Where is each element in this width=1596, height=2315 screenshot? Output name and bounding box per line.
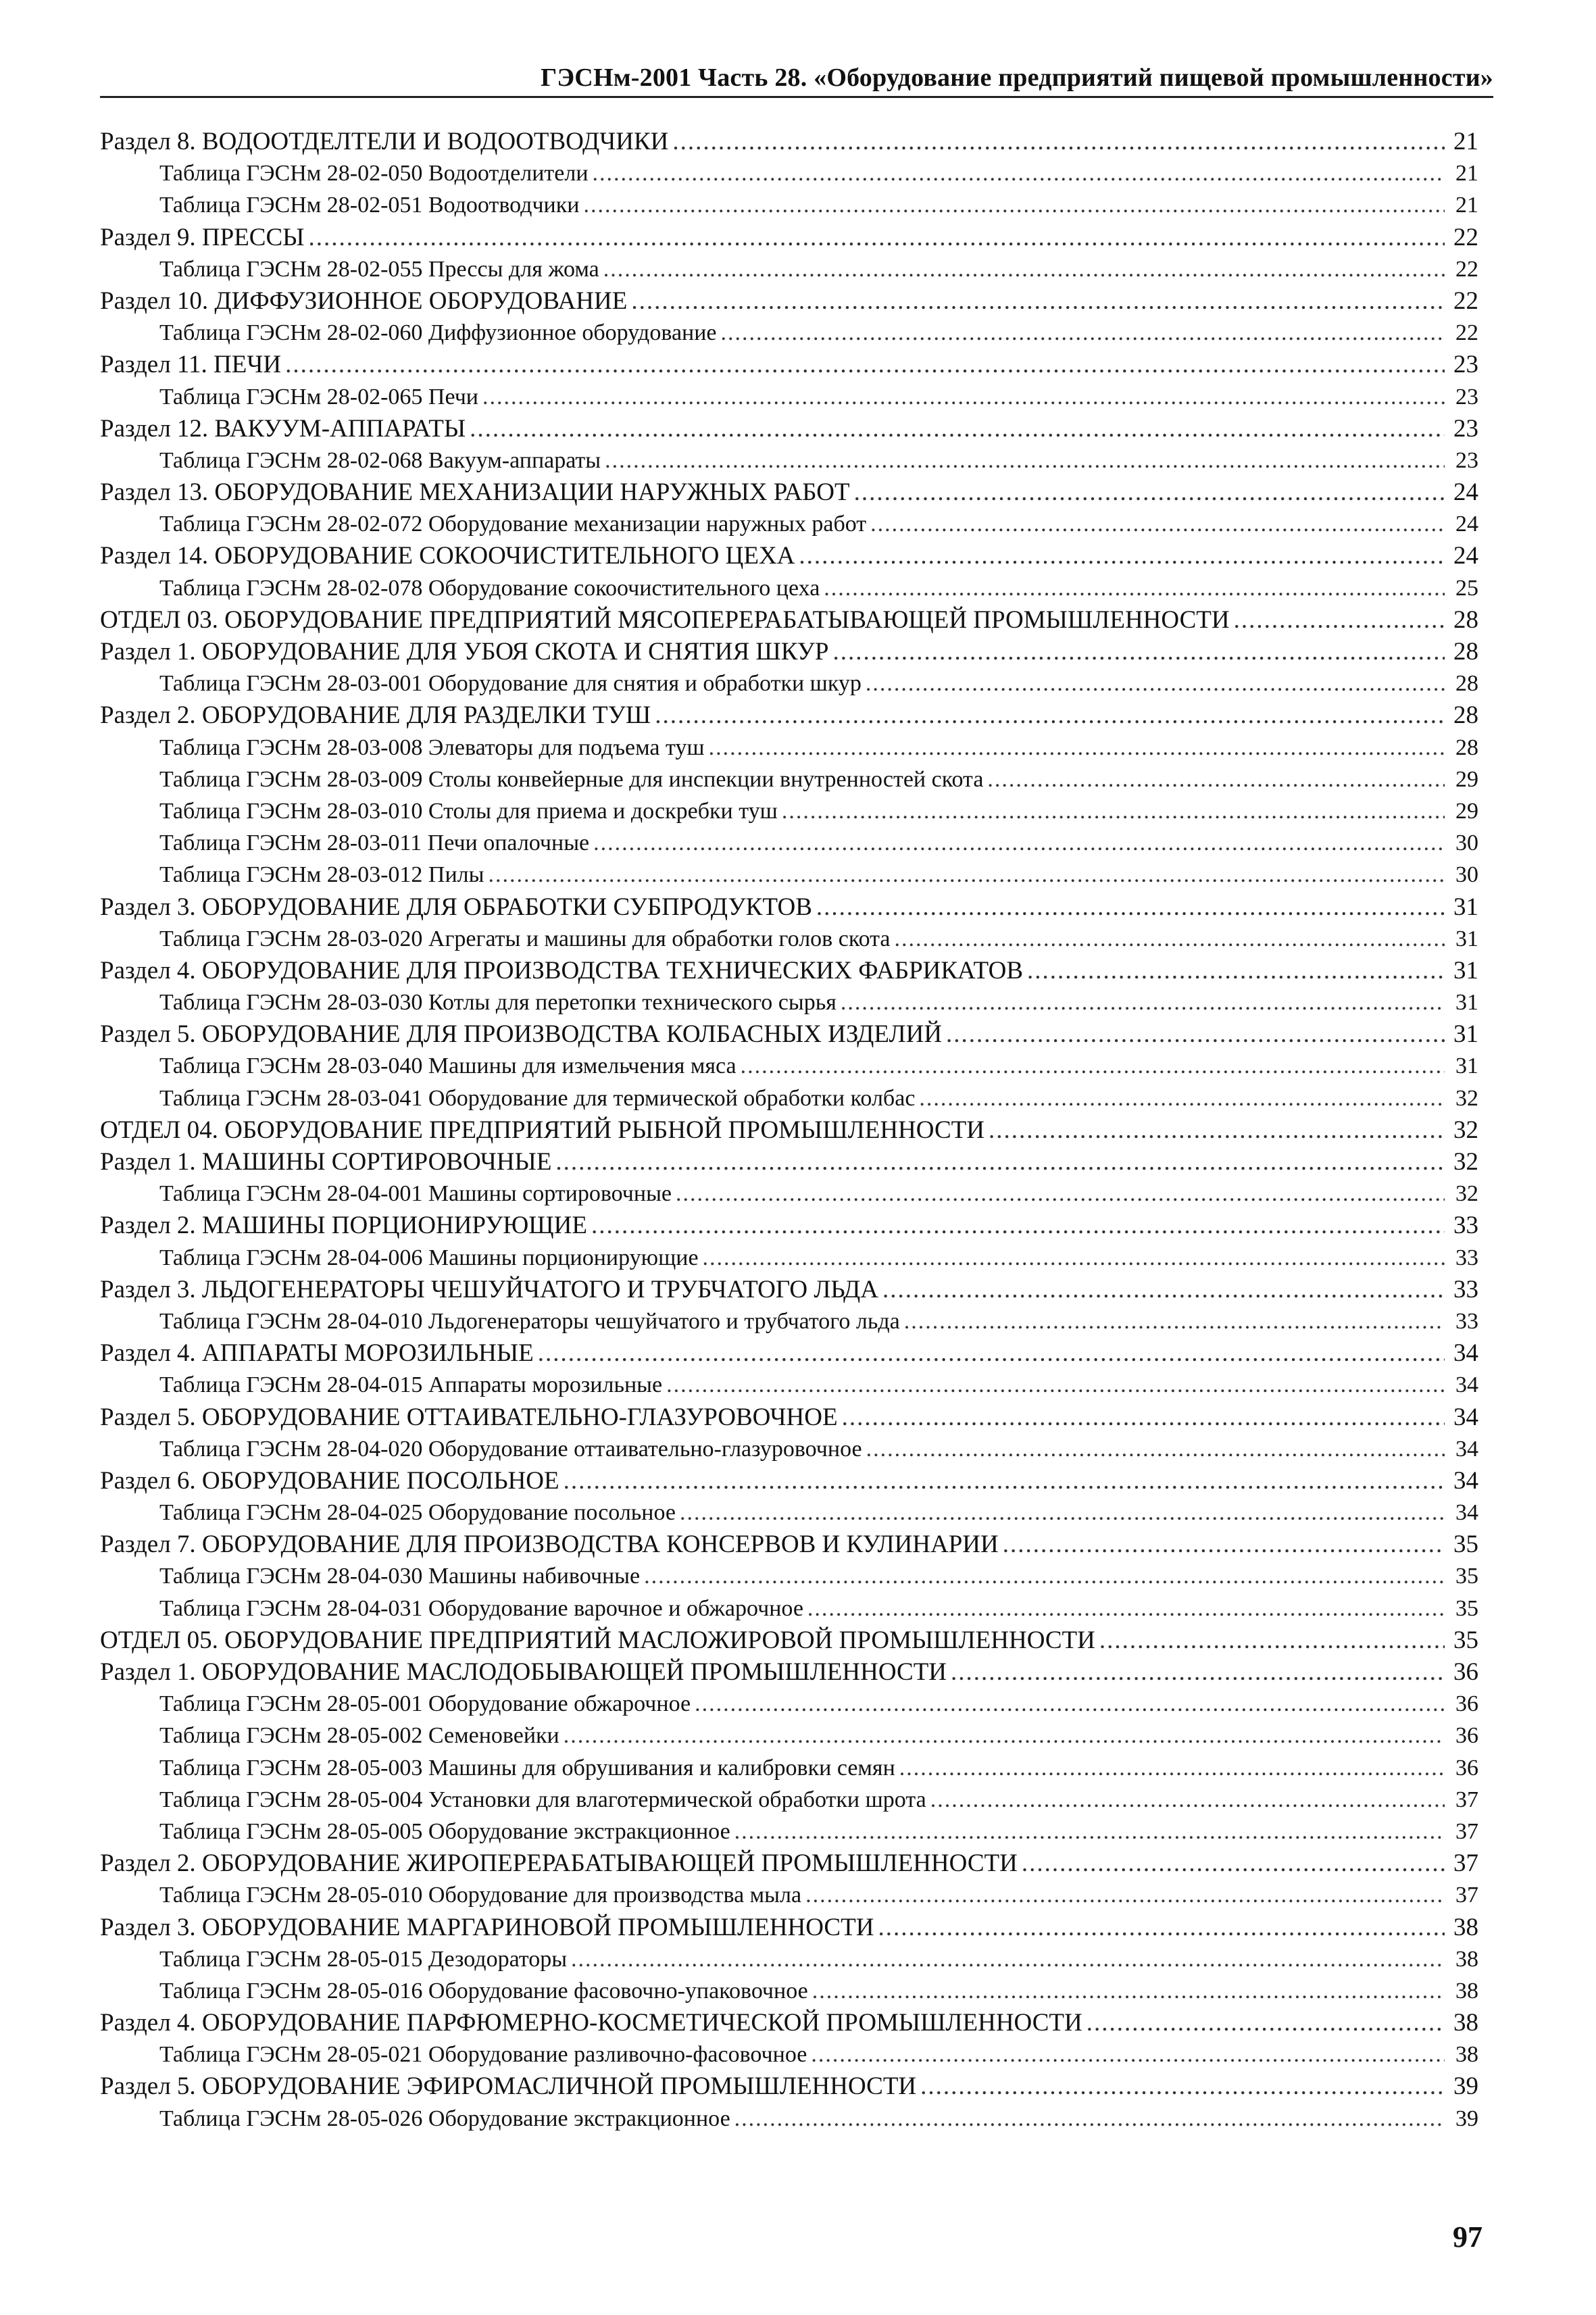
toc-entry-title: Таблица ГЭСНм 28-05-003 Машины для обрушивания и калибровки семян [159, 1755, 895, 1781]
toc-entry-page: 39 [1453, 2072, 1478, 2101]
toc-entry-title: Таблица ГЭСНм 28-05-002 Семеновейки [159, 1723, 559, 1749]
toc-entry-page: 32 [1453, 1148, 1478, 1176]
toc-entry-page: 34 [1455, 1436, 1478, 1462]
dot-leader [920, 2070, 1445, 2102]
dot-leader [866, 668, 1445, 699]
toc-entry-page: 24 [1455, 512, 1478, 537]
dot-leader [666, 1369, 1445, 1401]
toc-section-entry[interactable] [100, 413, 1478, 445]
dot-leader [1022, 1847, 1445, 1879]
toc-section-entry[interactable] [100, 1274, 1478, 1305]
dot-leader [583, 189, 1445, 221]
dot-leader [919, 1082, 1445, 1114]
toc-entry-title: Таблица ГЭСНм 28-04-031 Оборудование варочное и обжарочное [159, 1595, 803, 1621]
toc-entry-title: Раздел 11. ПЕЧИ [100, 351, 282, 379]
toc-entry-page: 39 [1455, 2106, 1478, 2131]
toc-entry-title: Таблица ГЭСНм 28-02-068 Вакуум-аппараты [159, 447, 601, 473]
toc-section-entry[interactable] [100, 349, 1478, 380]
toc-entry-title: Таблица ГЭСНм 28-03-040 Машины для измельчения мяса [159, 1053, 737, 1079]
dot-leader [1099, 1624, 1445, 1656]
toc-entry-page: 28 [1453, 638, 1478, 666]
dot-leader [593, 827, 1445, 859]
toc-entry-page: 29 [1455, 766, 1478, 792]
dot-leader [655, 699, 1445, 731]
toc-entry-page: 35 [1453, 1626, 1478, 1654]
toc-entry-title: Таблица ГЭСНм 28-02-051 Водоотводчики [159, 193, 580, 218]
dot-leader [811, 2039, 1445, 2070]
toc-entry-title: Раздел 4. ОБОРУДОВАНИЕ ДЛЯ ПРОИЗВОДСТВА ТЕХНИЧЕСКИХ ФАБРИКАТОВ [100, 956, 1024, 985]
toc-entry-title: Раздел 6. ОБОРУДОВАНИЕ ПОСОЛЬНОЕ [100, 1466, 559, 1495]
toc-table-entry[interactable] [100, 1305, 1478, 1337]
toc-entry-page: 28 [1455, 735, 1478, 760]
toc-section-entry[interactable] [100, 1210, 1478, 1241]
toc-table-entry[interactable] [100, 1178, 1478, 1210]
toc-table-entry[interactable] [100, 1242, 1478, 1274]
toc-entry-title: Таблица ГЭСНм 28-05-021 Оборудование разливочно-фасовочное [159, 2042, 807, 2068]
toc-entry-title: Таблица ГЭСНм 28-02-050 Водоотделители [159, 161, 589, 186]
toc-entry-page: 34 [1455, 1500, 1478, 1526]
toc-entry-title: Раздел 1. МАШИНЫ СОРТИРОВОЧНЫЕ [100, 1148, 552, 1176]
dot-leader [564, 1720, 1445, 1751]
toc-entry-title: Раздел 10. ДИФФУЗИОННОЕ ОБОРУДОВАНИЕ [100, 287, 628, 315]
dot-leader [904, 1305, 1445, 1337]
toc-entry-title: Таблица ГЭСНм 28-02-078 Оборудование сокоочистительного цеха [159, 575, 820, 601]
dot-leader [571, 1943, 1445, 1975]
toc-entry-page: 37 [1455, 1883, 1478, 1908]
toc-entry-title: Таблица ГЭСНм 28-03-001 Оборудование для снятия и обработки шкур [159, 671, 862, 697]
toc-entry-title: ОТДЕЛ 03. ОБОРУДОВАНИЕ ПРЕДПРИЯТИЙ МЯСОПЕРЕРАБАТЫВАЮЩЕЙ ПРОМЫШЛЕННОСТИ [100, 605, 1230, 634]
toc-entry-title: Раздел 14. ОБОРУДОВАНИЕ СОКООЧИСТИТЕЛЬНОГО ЦЕХА [100, 542, 795, 570]
dot-leader [605, 445, 1445, 476]
toc-entry-page: 31 [1453, 1020, 1478, 1049]
toc-entry-title: Таблица ГЭСНм 28-05-016 Оборудование фасовочно-упаковочное [159, 1978, 808, 2003]
dot-leader [805, 1879, 1445, 1911]
toc-entry-title: Раздел 9. ПРЕССЫ [100, 223, 305, 251]
toc-entry-title: Таблица ГЭСНм 28-04-025 Оборудование посольное [159, 1500, 676, 1526]
toc-entry-page: 28 [1453, 701, 1478, 730]
toc-table-entry[interactable] [100, 1082, 1478, 1114]
toc-section-entry[interactable] [100, 1528, 1478, 1560]
dot-leader [680, 1497, 1445, 1528]
toc-entry-page: 21 [1453, 128, 1478, 155]
toc-entry-page: 33 [1455, 1308, 1478, 1334]
toc-entry-page: 33 [1453, 1275, 1478, 1303]
toc-table-entry[interactable] [100, 668, 1478, 699]
toc-entry-title: Таблица ГЭСНм 28-03-012 Пилы [159, 862, 484, 888]
toc-section-entry[interactable] [100, 1847, 1478, 1879]
toc-entry-page: 34 [1453, 1403, 1478, 1431]
toc-table-entry[interactable] [100, 2039, 1478, 2070]
dot-leader [946, 1018, 1445, 1050]
toc-entry-page: 22 [1455, 256, 1478, 282]
toc-table-entry[interactable] [100, 1720, 1478, 1751]
toc-entry-page: 32 [1453, 1116, 1478, 1144]
toc-entry-page: 34 [1455, 1372, 1478, 1398]
dot-leader [1027, 955, 1445, 987]
toc-entry-page: 38 [1455, 1978, 1478, 2003]
toc-entry-page: 21 [1455, 193, 1478, 218]
toc-section-entry[interactable] [100, 2007, 1478, 2039]
toc-section-entry[interactable] [100, 1465, 1478, 1497]
toc-entry-page: 23 [1455, 384, 1478, 409]
toc-table-entry[interactable] [100, 2103, 1478, 2135]
dot-leader [824, 572, 1445, 604]
toc-entry-page: 30 [1455, 862, 1478, 888]
toc-entry-title: Таблица ГЭСНм 28-05-026 Оборудование экстракционное [159, 2106, 730, 2131]
toc-entry-page: 37 [1453, 1849, 1478, 1878]
dot-leader [841, 987, 1445, 1018]
toc-entry-title: Таблица ГЭСНм 28-05-001 Оборудование обжарочное [159, 1691, 691, 1717]
toc-section-entry[interactable] [100, 222, 1478, 253]
dot-leader [538, 1337, 1445, 1369]
toc-entry-page: 23 [1453, 351, 1478, 379]
dot-leader [812, 1975, 1445, 2007]
toc-table-entry[interactable] [100, 1752, 1478, 1784]
toc-entry-title: Таблица ГЭСНм 28-03-020 Агрегаты и машины для обработки голов скота [159, 926, 891, 951]
toc-section-entry[interactable] [100, 126, 1478, 157]
toc-entry-page: 37 [1455, 1818, 1478, 1844]
toc-entry-page: 33 [1455, 1245, 1478, 1270]
toc-section-entry[interactable] [100, 540, 1478, 572]
toc-entry-page: 38 [1455, 2042, 1478, 2068]
dot-leader [591, 1210, 1445, 1241]
toc-table-entry[interactable] [100, 1593, 1478, 1624]
toc-entry-title: Таблица ГЭСНм 28-03-010 Столы для приема и доскребки туш [159, 798, 778, 824]
toc-table-entry[interactable] [100, 1879, 1478, 1911]
toc-entry-title: Таблица ГЭСНм 28-03-030 Котлы для перетопки технического сырья [159, 990, 837, 1016]
toc-entry-page: 35 [1455, 1595, 1478, 1621]
dot-leader [854, 476, 1445, 508]
toc-entry-title: Раздел 4. ОБОРУДОВАНИЕ ПАРФЮМЕРНО-КОСМЕТИЧЕСКОЙ ПРОМЫШЛЕННОСТИ [100, 2009, 1082, 2037]
toc-entry-title: Таблица ГЭСНм 28-02-060 Диффузионное оборудование [159, 320, 717, 346]
toc-entry-title: Раздел 3. ЛЬДОГЕНЕРАТОРЫ ЧЕШУЙЧАТОГО И ТРУБЧАТОГО ЛЬДА [100, 1275, 878, 1303]
toc-table-entry[interactable] [100, 827, 1478, 859]
toc-section-entry[interactable] [100, 1146, 1478, 1178]
toc-table-entry[interactable] [100, 1784, 1478, 1816]
toc-table-entry[interactable] [100, 381, 1478, 413]
toc-section-entry[interactable] [100, 2070, 1478, 2102]
toc-entry-title: Раздел 5. ОБОРУДОВАНИЕ ЭФИРОМАСЛИЧНОЙ ПРОМЫШЛЕННОСТИ [100, 2072, 917, 2101]
dot-leader [741, 1050, 1445, 1082]
toc-table-entry[interactable] [100, 987, 1478, 1018]
dot-leader [709, 732, 1445, 764]
toc-section-entry[interactable] [100, 1114, 1478, 1146]
dot-leader [951, 1656, 1445, 1688]
toc-entry-title: Раздел 2. МАШИНЫ ПОРЦИОНИРУЮЩИЕ [100, 1212, 587, 1240]
dot-leader [488, 859, 1445, 891]
toc-section-entry[interactable] [100, 636, 1478, 668]
dot-leader [807, 1593, 1445, 1624]
dot-leader [1234, 604, 1445, 636]
dot-leader [555, 1146, 1445, 1178]
toc-entry-page: 22 [1453, 287, 1478, 315]
toc-entry-title: Таблица ГЭСНм 28-03-009 Столы конвейерные для инспекции внутренностей скота [159, 766, 984, 792]
toc-entry-page: 38 [1455, 1946, 1478, 1972]
toc-table-entry[interactable] [100, 732, 1478, 764]
dot-leader [285, 349, 1445, 380]
toc-entry-page: 28 [1453, 605, 1478, 634]
toc-section-entry[interactable] [100, 891, 1478, 923]
running-header: ГЭСНм-2001 Часть 28. «Оборудование предприятий пищевой промышленности» [540, 64, 1493, 92]
toc-entry-title: Раздел 8. ВОДООТДЕЛТЕЛИ И ВОДООТВОДЧИКИ [100, 128, 669, 155]
page-number: 97 [1453, 2220, 1482, 2254]
toc-table-entry[interactable] [100, 1560, 1478, 1592]
toc-table-entry[interactable] [100, 923, 1478, 955]
toc-table-entry[interactable] [100, 1975, 1478, 2007]
dot-leader [676, 1178, 1445, 1210]
toc-entry-title: Таблица ГЭСНм 28-05-010 Оборудование для производства мыла [159, 1883, 802, 1908]
toc-section-entry[interactable] [100, 285, 1478, 317]
toc-table-entry[interactable] [100, 1050, 1478, 1082]
toc-entry-page: 31 [1455, 990, 1478, 1016]
toc-entry-title: Таблица ГЭСНм 28-04-001 Машины сортировочные [159, 1181, 672, 1207]
toc-table-entry[interactable] [100, 445, 1478, 476]
toc-entry-page: 35 [1455, 1564, 1478, 1589]
toc-entry-title: ОТДЕЛ 04. ОБОРУДОВАНИЕ ПРЕДПРИЯТИЙ РЫБНОЙ ПРОМЫШЛЕННОСТИ [100, 1116, 984, 1144]
toc-section-entry[interactable] [100, 1624, 1478, 1656]
dot-leader [603, 253, 1445, 285]
toc-entry-page: 36 [1453, 1658, 1478, 1686]
toc-table-entry[interactable] [100, 795, 1478, 827]
toc-entry-title: ОТДЕЛ 05. ОБОРУДОВАНИЕ ПРЕДПРИЯТИЙ МАСЛОЖИРОВОЙ ПРОМЫШЛЕННОСТИ [100, 1626, 1095, 1654]
toc-entry-page: 36 [1455, 1755, 1478, 1781]
toc-entry-page: 30 [1455, 830, 1478, 856]
toc-entry-title: Таблица ГЭСНм 28-02-072 Оборудование механизации наружных работ [159, 512, 867, 537]
toc-table-entry[interactable] [100, 157, 1478, 189]
toc-entry-title: Таблица ГЭСНм 28-04-030 Машины набивочные [159, 1564, 641, 1589]
toc-table-entry[interactable] [100, 253, 1478, 285]
toc-table-entry[interactable] [100, 1497, 1478, 1528]
toc-section-entry[interactable] [100, 1401, 1478, 1433]
dot-leader [987, 764, 1445, 795]
toc-entry-page: 28 [1455, 671, 1478, 697]
dot-leader [721, 317, 1445, 349]
toc-section-entry[interactable] [100, 955, 1478, 987]
dot-leader [870, 508, 1445, 540]
toc-entry-title: Раздел 2. ОБОРУДОВАНИЕ ДЛЯ РАЗДЕЛКИ ТУШ [100, 701, 651, 730]
dot-leader [899, 1752, 1445, 1784]
dot-leader [470, 413, 1445, 445]
dot-leader [695, 1688, 1445, 1720]
toc-entry-page: 37 [1455, 1787, 1478, 1812]
toc-entry-page: 25 [1455, 575, 1478, 601]
toc-entry-page: 22 [1453, 223, 1478, 251]
toc-entry-page: 32 [1455, 1181, 1478, 1207]
toc-entry-title: Раздел 3. ОБОРУДОВАНИЕ МАРГАРИНОВОЙ ПРОМЫШЛЕННОСТИ [100, 1913, 874, 1941]
toc-entry-title: Таблица ГЭСНм 28-04-020 Оборудование оттаивательно-глазуровочное [159, 1436, 862, 1462]
toc-table-entry[interactable] [100, 1943, 1478, 1975]
toc-entry-title: Таблица ГЭСНм 28-03-011 Печи опалочные [159, 830, 590, 856]
toc-entry-title: Таблица ГЭСНм 28-04-010 Льдогенераторы чешуйчатого и трубчатого льда [159, 1308, 900, 1334]
dot-leader [734, 1816, 1445, 1847]
toc-entry-page: 29 [1455, 798, 1478, 824]
dot-leader [734, 2103, 1445, 2135]
dot-leader [1087, 2007, 1445, 2039]
toc-entry-page: 22 [1455, 320, 1478, 346]
dot-leader [842, 1401, 1445, 1433]
toc-entry-page: 33 [1453, 1212, 1478, 1240]
toc-section-entry[interactable] [100, 1018, 1478, 1050]
dot-leader [832, 636, 1445, 668]
toc-section-entry[interactable] [100, 699, 1478, 731]
header-divider [100, 96, 1493, 98]
toc-entry-title: Таблица ГЭСНм 28-04-006 Машины порционирующие [159, 1245, 699, 1270]
toc-entry-title: Таблица ГЭСНм 28-03-041 Оборудование для термической обработки колбас [159, 1085, 916, 1111]
toc-entry-page: 31 [1453, 956, 1478, 985]
toc-entry-title: Таблица ГЭСНм 28-02-065 Печи [159, 384, 478, 409]
toc-entry-page: 31 [1455, 926, 1478, 951]
toc-entry-title: Раздел 5. ОБОРУДОВАНИЕ ОТТАИВАТЕЛЬНО-ГЛАЗУРОВОЧНОЕ [100, 1403, 838, 1431]
dot-leader [631, 285, 1445, 317]
toc-entry-title: Раздел 1. ОБОРУДОВАНИЕ МАСЛОДОБЫВАЮЩЕЙ ПРОМЫШЛЕННОСТИ [100, 1658, 947, 1686]
dot-leader [644, 1560, 1445, 1592]
toc-entry-title: Раздел 5. ОБОРУДОВАНИЕ ДЛЯ ПРОИЗВОДСТВА КОЛБАСНЫХ ИЗДЕЛИЙ [100, 1020, 943, 1049]
toc-table-entry[interactable] [100, 317, 1478, 349]
toc-table-entry[interactable] [100, 1816, 1478, 1847]
toc-entry-title: Раздел 3. ОБОРУДОВАНИЕ ДЛЯ ОБРАБОТКИ СУБПРОДУКТОВ [100, 893, 812, 921]
dot-leader [308, 222, 1445, 253]
toc-entry-title: Таблица ГЭСНм 28-05-004 Установки для влаготермической обработки шрота [159, 1787, 926, 1812]
toc-entry-title: Раздел 7. ОБОРУДОВАНИЕ ДЛЯ ПРОИЗВОДСТВА КОНСЕРВОВ И КУЛИНАРИИ [100, 1530, 999, 1559]
toc-entry-title: Таблица ГЭСНм 28-05-015 Дезодораторы [159, 1946, 568, 1972]
toc-entry-title: Таблица ГЭСНм 28-03-008 Элеваторы для подъема туш [159, 735, 705, 760]
toc-entry-page: 31 [1453, 893, 1478, 921]
toc-entry-page: 31 [1455, 1053, 1478, 1079]
toc-section-entry[interactable] [100, 1656, 1478, 1688]
table-of-contents [100, 126, 1478, 2135]
toc-table-entry[interactable] [100, 189, 1478, 221]
toc-section-entry[interactable] [100, 476, 1478, 508]
dot-leader [482, 381, 1445, 413]
toc-entry-title: Раздел 12. ВАКУУМ-АППАРАТЫ [100, 414, 466, 443]
toc-entry-page: 21 [1455, 161, 1478, 186]
toc-entry-title: Раздел 13. ОБОРУДОВАНИЕ МЕХАНИЗАЦИИ НАРУЖНЫХ РАБОТ [100, 478, 850, 507]
toc-entry-page: 34 [1453, 1466, 1478, 1495]
dot-leader [703, 1242, 1445, 1274]
dot-leader [866, 1433, 1445, 1465]
toc-entry-page: 23 [1455, 447, 1478, 473]
dot-leader [878, 1912, 1445, 1943]
toc-entry-title: Таблица ГЭСНм 28-04-015 Аппараты морозильные [159, 1372, 663, 1398]
toc-table-entry[interactable] [100, 1433, 1478, 1465]
toc-entry-page: 23 [1453, 414, 1478, 443]
dot-leader [882, 1274, 1445, 1305]
toc-table-entry[interactable] [100, 572, 1478, 604]
dot-leader [593, 157, 1445, 189]
toc-section-entry[interactable] [100, 604, 1478, 636]
toc-entry-page: 24 [1453, 542, 1478, 570]
toc-entry-page: 24 [1453, 478, 1478, 507]
dot-leader [816, 891, 1445, 923]
dot-leader [672, 126, 1445, 157]
dot-leader [895, 923, 1445, 955]
toc-table-entry[interactable] [100, 1688, 1478, 1720]
toc-table-entry[interactable] [100, 859, 1478, 891]
toc-section-entry[interactable] [100, 1337, 1478, 1369]
toc-entry-page: 34 [1453, 1339, 1478, 1368]
toc-table-entry[interactable] [100, 1369, 1478, 1401]
dot-leader [799, 540, 1445, 572]
toc-entry-title: Раздел 4. АППАРАТЫ МОРОЗИЛЬНЫЕ [100, 1339, 534, 1368]
dot-leader [1003, 1528, 1445, 1560]
toc-entry-title: Раздел 2. ОБОРУДОВАНИЕ ЖИРОПЕРЕРАБАТЫВАЮЩЕЙ ПРОМЫШЛЕННОСТИ [100, 1849, 1018, 1878]
toc-entry-title: Раздел 1. ОБОРУДОВАНИЕ ДЛЯ УБОЯ СКОТА И СНЯТИЯ ШКУР [100, 638, 829, 666]
toc-entry-page: 32 [1455, 1085, 1478, 1111]
toc-entry-title: Таблица ГЭСНм 28-02-055 Прессы для жома [159, 256, 599, 282]
toc-section-entry[interactable] [100, 1912, 1478, 1943]
toc-entry-page: 36 [1455, 1691, 1478, 1717]
toc-entry-page: 38 [1453, 2009, 1478, 2037]
dot-leader [930, 1784, 1445, 1816]
dot-leader [782, 795, 1445, 827]
toc-entry-page: 38 [1453, 1913, 1478, 1941]
toc-entry-page: 35 [1453, 1530, 1478, 1559]
toc-table-entry[interactable] [100, 508, 1478, 540]
dot-leader [564, 1465, 1445, 1497]
toc-table-entry[interactable] [100, 764, 1478, 795]
toc-entry-title: Таблица ГЭСНм 28-05-005 Оборудование экстракционное [159, 1818, 730, 1844]
dot-leader [989, 1114, 1445, 1146]
toc-entry-page: 36 [1455, 1723, 1478, 1749]
